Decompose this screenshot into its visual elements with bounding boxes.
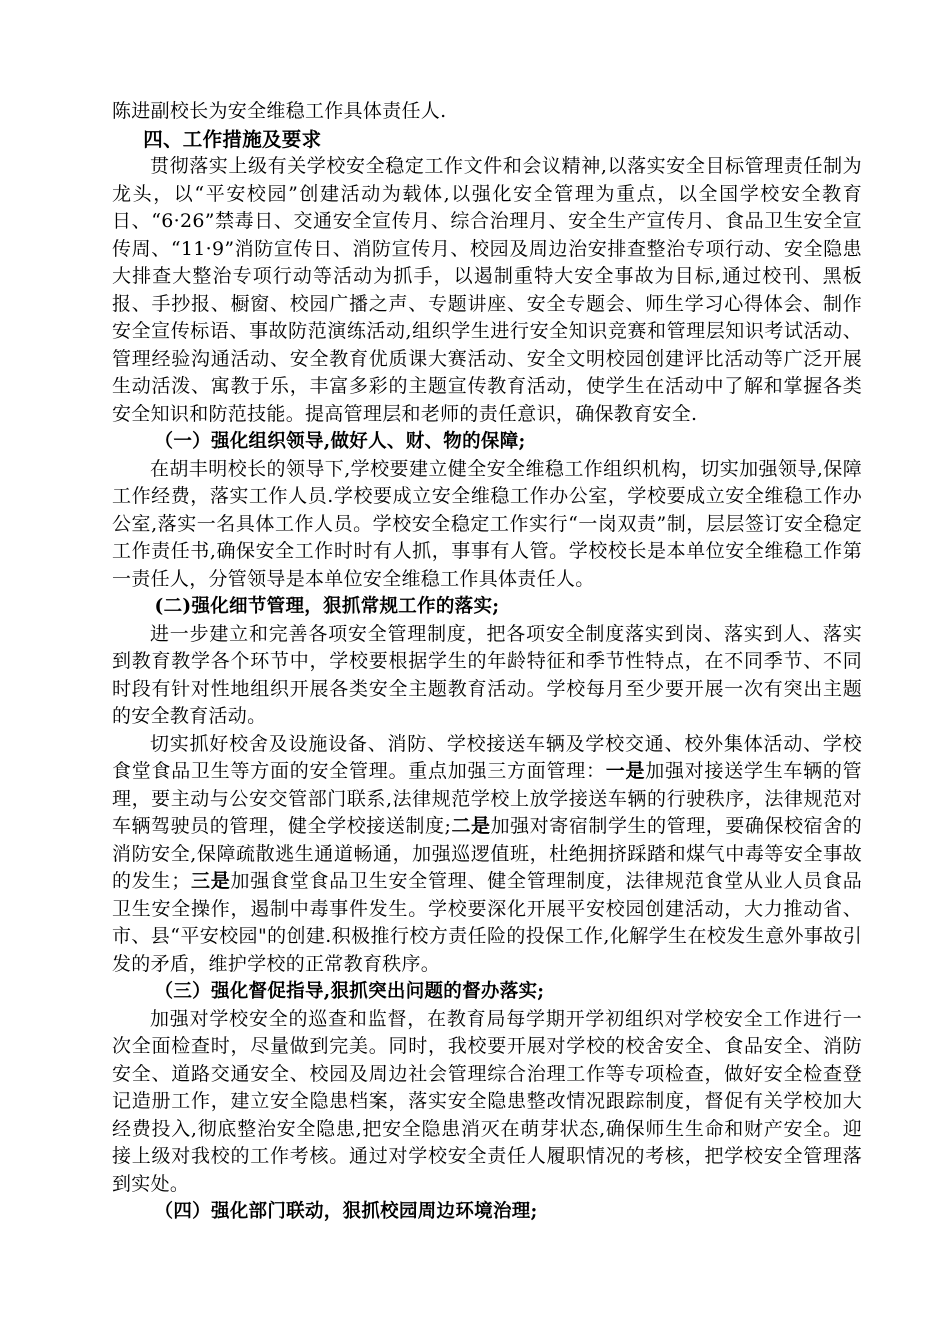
section-heading: 四、工作措施及要求 <box>143 127 322 151</box>
emphasis-second: 二是 <box>451 815 491 837</box>
document-page <box>112 98 862 1226</box>
paragraph-text: 加强对寄宿制学生的管理，要确保校宿舍的消防安全,保障疏散逃生通道畅通，加强巡逻值班，杜绝拥挤踩踏和煤气中毒等安全事故的发生； <box>112 815 863 892</box>
paragraph-text: 加强对接送学生车辆的管理，要主动与公安交管部门联系,法律规范学校上放学接送车辆的行驶秩序，法律规范对车辆驾驶员的管理，健全学校接送制度; <box>112 760 862 837</box>
paragraph-text: 切实抓好校舍及设施设备、消防、学校接送车辆及学校交通、校外集体活动、学校食堂食品卫生等方面的安全管理。重点加强三方面管理： <box>112 732 862 782</box>
subsection-1-heading: （一）强化组织领导,做好人、财、物的保障; <box>154 431 526 452</box>
subsection-3-paragraph: 加强对学校安全的巡查和监督，在教育局每学期开学初组织对学校安全工作进行一次全面检查时，尽量做到完美。同时，我校要开展对学校的校舍安全、食品安全、消防安全、道路交通安全、校园及周边社会管理综合治理工作等专项检查，做好安全检查登记造册工作，建立安全隐患档案，落实安全隐患整改情况跟踪制度，督促有关学校加大经费投入,彻底整治安全隐患,把安全隐患消灭在萌芽状态,确保师生生命和财产安全。迎接上级对我校的工作考核。通过对学校安全责任人履职情况的考核，把学校安全管理落到实处。 <box>112 1007 862 1195</box>
subsection-1-paragraph: 在胡丰明校长的领导下,学校要建立健全安全维稳工作组织机构，切实加强领导,保障工作经费，落实工作人员.学校要成立安全维稳工作办公室，学校要成立安全维稳工作办公室,落实一名具体工作人员。学校安全稳定工作实行“一岗双责”制，层层签订安全稳定工作责任书,确保安全工作时时有人抓，事事有人管。学校校长是本单位安全维稳工作第一责任人，分管领导是本单位安全维稳工作具体责任人。 <box>112 457 862 590</box>
section-intro-paragraph: 贯彻落实上级有关学校安全稳定工作文件和会议精神,以落实安全目标管理责任制为龙头，以“平安校园”创建活动为载体,以强化安全管理为重点，以全国学校安全教育日、“6·26”禁毒日、交通安全宣传月、综合治理月、安全生产宣传月、食品卫生安全宣传周、“11·9”消防宣传日、消防宣传月、校园及周边治安排查整治专项行动、安全隐患大排查大整治专项行动等活动为抓手，以遏制重特大安全事故为目标,通过校刊、黑板报、手抄报、橱窗、校园广播之声、专题讲座、安全专题会、师生学习心得体会、制作安全宣传标语、事故防范演练活动,组织学生进行安全知识竞赛和管理层知识考试活动、管理经验沟通活动、安全教育优质课大赛活动、安全文明校园创建评比活动等广泛开展生动活泼、寓教于乐，丰富多彩的主题宣传教育活动，使学生在活动中了解和掌握各类安全知识和防范技能。提高管理层和老师的责任意识，确保教育安全. <box>112 155 862 425</box>
paragraph-text: 加强食堂食品卫生安全管理、健全管理制度，法律规范食堂从业人员食品卫生安全操作，遏制中毒事件发生。学校要深化开展平安校园创建活动，大力推动省、市、县“平安校园"的创建.积极推行校方责任险的投保工作,化解学生在校发生意外事故引发的矛盾，维护学校的正常教育秩序。 <box>112 870 862 975</box>
subsection-2-heading: (二)强化细节管理，狠抓常规工作的落实; <box>154 596 500 617</box>
subsection-3-heading: （三）强化督促指导,狠抓突出问题的督办落实; <box>154 981 545 1002</box>
intro-line: 陈进副校长为安全维稳工作具体责任人. <box>112 100 447 122</box>
subsection-2-paragraph-1: 进一步建立和完善各项安全管理制度，把各项安全制度落实到岗、落实到人、落实到教育教学各个环节中，学校要根据学生的年龄特征和季节性特点，在不同季节、不同时段有针对性地组织开展各类安全主题教育活动。学校每月至少要开展一次有突出主题的安全教育活动。 <box>112 622 862 727</box>
subsection-4-heading: （四）强化部门联动，狠抓校园周边环境治理; <box>154 1201 538 1222</box>
emphasis-third: 三是 <box>190 870 231 892</box>
emphasis-first: 一是 <box>605 760 646 782</box>
subsection-2-paragraph-2 <box>112 731 862 979</box>
